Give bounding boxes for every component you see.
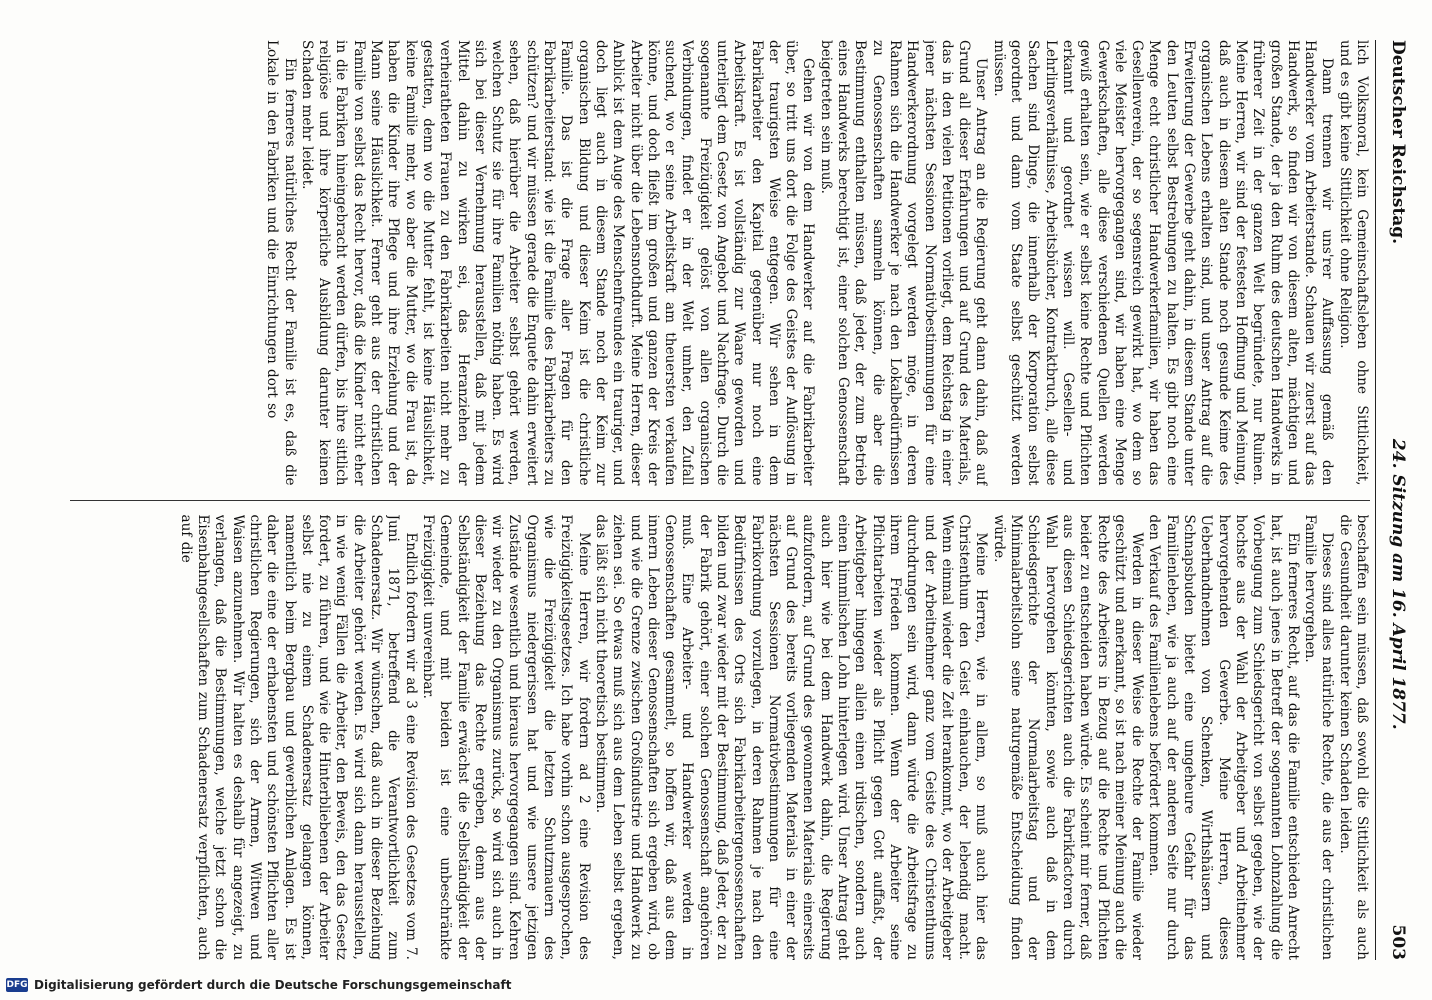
paragraph: Unser Antrag an die Regierung geht dann dahin, daß auf Grund all dieser Erfahrungen und auf Grund des Materials, das in den vielen Petitionen vorliegt, dem Reichstag in einer jener nächsten Sessionen Normativbestimmungen für eine Handwerkerordnung vorgelegt werden möge, in deren Rahmen sich die Handwerker je nach den Lokalbedürfnissen zu Genossenschaften sammeln können, die aber die Bestimmung enthalten müssen, daß jeder, der zum Betrieb eines Handwerks berechtigt ist, einer solchen Genossenschaft beigetreten sein muß. [817,40,990,486]
paragraph: Dieses sind alles natürliche Rechte, die aus der christlichen Familie hervorgehen. [1302,514,1336,960]
footer-credit [6,974,511,996]
column-left [70,40,1370,486]
footer-text: Digitalisierung gefördert durch die Deutsche Forschungsgemeinschaft [34,978,512,992]
paragraph: Ein ferneres natürliches Recht der Familie ist es, daß die Lokale in den Fabriken und die Einrichtungen dort so [264,40,298,486]
page-number: 503 [1388,924,1408,960]
dfg-logo-icon: DFG [6,980,28,990]
page-header [1375,40,1408,960]
paragraph: Meine Herren, wie in allem, so muß auch hier das Christenthum den Geist einhauchen, der lebendig macht. Wenn einmal wieder die Zeit herankommt, wo der Arbeitgeber und der Arbeitnehmer ganz vom Geiste des Christenthums durchdrungen sein wird, dann würde die Arbeitsfrage zu ihrem Frieden kommen. Wenn der Arbeiter seine Pflichtarbeiten wieder als Pflicht gegen Gott auffaßt, der Arbeitgeber hingegen allein einen irdischen, sondern auch einen himmlischen Lohn hinterlegen wird. Unser Antrag geht auch hier wie bei dem Handwerk dahin, die Regierung aufzufordern, auf Grund des gewonnenen Materials einerseits auf Grund des bereits vorliegenden Materials in einer der nächsten Sessionen Normativbestimmungen für eine Fabrikordnung vorzulegen, in deren Rahmen je nach den Bedürfnissen des Orts sich Fabrikarbeitergenossenschaften bilden und zwar wieder mit der Bestimmung, daß Jeder, der zu der Fabrik gehört, einer solchen Genossenschaft angehören muß. Eine Arbeiter- und Handwerker werden in Genossenschaften gesammelt, so hoffen wir, daß aus dem innern Leben dieser Genossenschaften sich ergeben wird, ob und wie die Grenze zwischen Großindustrie und Handwerk zu ziehen sei. So etwas muß sich aus dem Leben selbst ergeben, das läßt sich nicht theoretisch bestimmen. [592,514,990,960]
paragraph: lich Volksmoral, kein Gemeinschaftsleben ohne Sittlichkeit, und es gibt keine Sittlichkeit ohne Religion. [1336,40,1370,486]
paragraph: beschaffen sein müssen, daß sowohl die Sittlichkeit als auch die Gesundheit darunter keinen Schaden leiden. [1336,514,1370,960]
column-right [70,515,1370,961]
paragraph: Endlich fordern wir ad 3 eine Revision des Gesetzes vom 7. Juni 1871, betreffend die Verantwortlichkeit zum Schadenersatz. Wir wünschen, daß auch in dieser Beziehung die Arbeiter gehört werden. Es wird sich dann herausstellen, in wie wenig Fällen die Arbeiter, den Beweis, den das Gesetz fordert, zu führen, und wie die Hinterbliebenen der Arbeiter selbst nie zu einem Schadenersatz gelangen können, namentlich beim Bergbau und gewerblichen Anlagen. Es ist daher die eine der erhabensten und schönsten Pflichten aller christlichen Regierungen, sich der Armen, Wittwen und Waisen anzunehmen. Wir halten es deshalb für angezeigt, zu verlangen, daß die Bestimmungen, welche jetzt schon die Eisenbahngesellschaften zum Schadenersatz verpflichten, auch auf die [177,514,419,960]
header-session: 24. Sitzung am 16. April 1877. [1388,438,1408,730]
header-left: Deutscher Reichstag. [1388,40,1408,245]
paragraph: Ein ferneres Recht, auf das die Familie entschieden Anrecht hat, ist auch jenes in Betreff der sogenannten Lohnzahlung die Vorbeugung zum Schiedsgericht von selbst gegeben, wie der hochste aus der Wahl der Arbeitgeber und Arbeitnehmer hervorgehenden Gewerbe. Meine Herren, dieses Ueberhandnehmen von Schenken, Wirthshäusern und Schnapsbuden bietet eine ungeheure Gefahr für das Familienleben, wie ja auch auf der anderen Seite nur durch den Verkauf des Familienlebens befördert kommen. [1146,514,1301,960]
paragraph: Werden in dieser Weise die Rechte der Familie wieder geschützt und anerkannt, so ist nach meiner Meinung auch die Rechte des Arbeiters in Bezug auf die Rechte und Pflichten beider zu entscheiden haben würde. Es scheint mir ferner, daß aus diesen Schiedsgerichten auch die Fabrikfactoren durch Wahl hervorgehen könnten, sowie auch daß in dem Schiedsgerichte der Normalarbeitstag und der Minimalarbeitslohn seine naturgemäße Entscheidung finden würde. [990,514,1146,960]
paragraph: Dann trennen wir uns'rer Auffassung gemäß den Handwerker vom Arbeiterstande. Schauen wir zuerst auf das Handwerk, so finden wir von diesem alten, mächtigen und großen Stande, der ja den Ruhm des deutschen Handwerks in früherer Zeit in der ganzen Welt begründete, nur Ruinen. Meine Herren, wir sind der festesten Hoffnung und Meinung, daß auch in diesem alten Stande noch gesunde Keime des organischen Lebens erhalten sind, und unser Antrag auf die Erweiterung der Gewerbe geht dahin, in diesem Stande unter den Leuten selbst Bestrebungen zu halten. Es gibt noch eine Menge echt christlicher Handwerkerfamilien, wir haben das Gesellenverein, der so segensreich gewirkt hat, wo dem so viele Meister hervorgegangen sind, wir haben eine Menge Gewerkschaften, alle diese verschiedenen Quellen werden gewiß erhalten sein, wie er selbst keine Rechte und Pflichten erkannt und geordnet wissen will. Gesellen- und Lehrlingsverhältnisse, Arbeitsbücher, Kontraktbruch, alle diese Sachen sind Dinge, die innerhalb der Korporation selbst geordnet und dann vom Staate selbst geschützt werden müssen. [990,40,1336,486]
text-columns [70,40,1370,960]
paragraph: Meine Herren, wir fordern ad 2 eine Revision des Freizügigkeitsgesetzes. Ich habe vorhin schon ausgesprochen, wie die Freizügigkeit die letzten Schutzmauern des Organismus niedergerissen hat und wie unsere jetzigen Zustände wesentlich und hieraus hervorgegangen sind. Kehren wir wieder zu den Organismus zurück, so wird sich auch in dieser Beziehung das Rechte ergeben, denn aus der Selbständigkeit der Familie erwächst die Selbständigkeit der Gemeinde, und mit beiden ist eine unbeschränkte Freizügigkeit unvereinbar. [419,514,592,960]
column-divider [70,500,1370,501]
paragraph: Gehen wir von dem Handwerker auf die Fabrikarbeiter über, so tritt uns dort die Folge des Geistes der Auflösung in der traurigsten Weise entgegen. Wir sehen in dem Fabrikarbeiter den Kapital gegenüber nur noch eine Arbeitskraft. Es ist vollständig zur Waare geworden und unterliegt dem Gesetz von Angebot und Nachfrage. Durch die sogenannte Freizügigkeit gelöst von allen organischen Verbindungen, findet er in der Welt umher, den Zufall suchend, wo er seine Arbeitskraft am theuersten verkaufen könne, und doch fließt im großen und ganzen der Kreis der Arbeiter nicht über die Lebensnothdurft. Meine Herren, dieser Anblick ist dem Auge des Menschenfreundes ein trauriger, und doch liegt auch in diesem Stande noch der Keim zur organischen Bildung und dieser Keim ist die christliche Familie. Das ist die Frage aller Fragen für den Fabrikarbeiterstand: wie ist die Familie des Fabrikarbeiters zu schützen? und wir müssen gerade die Enquete dahin erweitert sehen, daß hierüber die Arbeiter selbst gehört werden, welchen Schutz sie für ihre Familien nöthig haben. Es wird sich bei dieser Vernehmung herausstellen, daß mit jedem Mittel dahin zu wirken sei, das Heranziehen der verheiratheten Frauen zu den Fabrikarbeiten nicht mehr zu gestatten, denn wo die Mutter fehlt, ist keine Häuslichkeit, keine Familie mehr, wo aber die Mutter, wo die Frau ist, da haben die Kinder ihre Pflege und ihre Erziehung und der Mann seine Häuslichkeit. Ferner geht aus der christlichen Familie von selbst das Recht hervor, daß die Kinder nicht eher in die Fabriken hineingebracht werden dürfen, bis ihre sittlich religiöse und ihre körperliche Ausbildung darunter keinen Schaden mehr leidet. [298,40,817,486]
